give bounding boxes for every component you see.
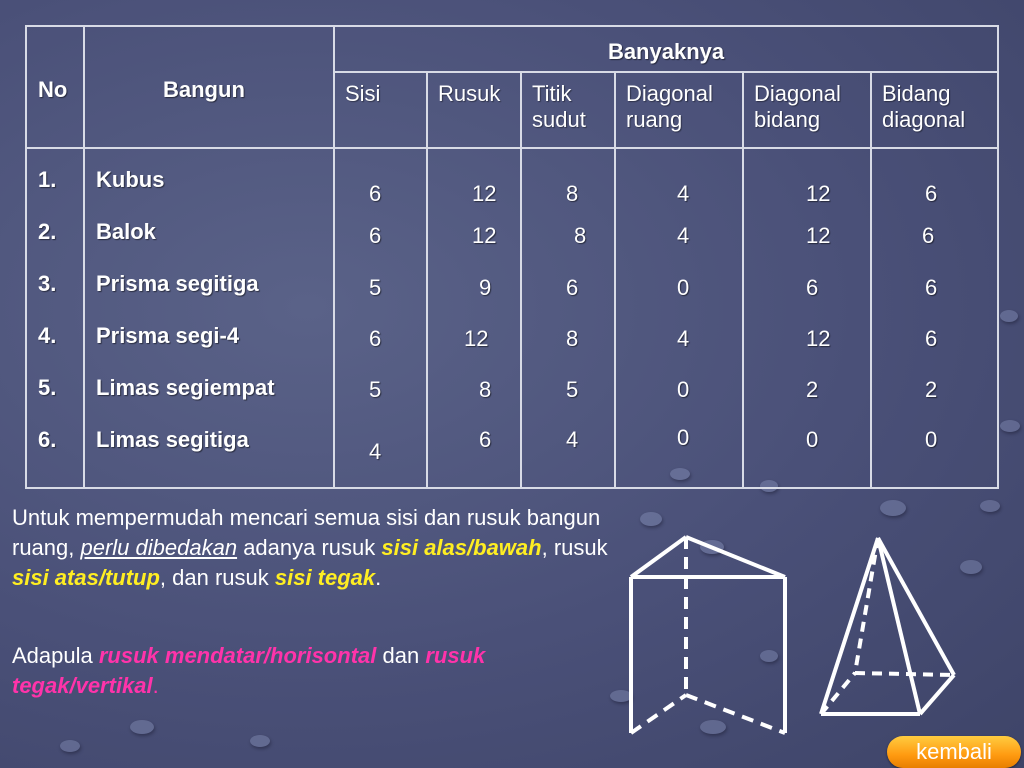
value-cell: 2 <box>925 377 938 402</box>
value-cell: 6 <box>369 326 382 351</box>
titik-sudut-column-body <box>521 148 615 488</box>
value-cell: 6 <box>925 326 938 351</box>
col-sisi <box>334 72 427 148</box>
value-cell: 0 <box>925 427 938 452</box>
header-no-label: No <box>38 77 68 102</box>
background-dot <box>880 500 906 516</box>
value-cell: 12 <box>472 223 497 248</box>
value-cell: 0 <box>806 427 819 452</box>
value-cell: 12 <box>806 223 831 248</box>
background-dot <box>1000 310 1018 322</box>
diagonal-bidang-column-body <box>743 148 871 488</box>
text-segment: . <box>152 673 159 698</box>
value-cell: 8 <box>479 377 492 402</box>
bidang-diagonal-column-body <box>871 148 998 488</box>
value-cell: 5 <box>566 377 579 402</box>
text-segment: dan <box>376 643 426 668</box>
text-segment: adanya rusuk <box>237 535 382 560</box>
explanation-paragraph <box>12 503 612 593</box>
header-bangun-label: Bangun <box>163 77 245 102</box>
value-cell: 12 <box>806 181 831 206</box>
highlight-yellow: sisi alas/bawah <box>381 535 542 560</box>
solid-name: Prisma segitiga <box>96 271 259 296</box>
text-segment: , dan rusuk <box>159 565 275 590</box>
rusuk-column-body <box>427 148 521 488</box>
background-dot <box>640 512 662 526</box>
col-titik-sudut-label: Titik sudut <box>532 81 586 132</box>
row-number: 3. <box>38 271 57 296</box>
header-banyaknya-label: Banyaknya <box>607 39 725 64</box>
col-diagonal-bidang <box>743 72 871 148</box>
row-number: 4. <box>38 323 57 348</box>
background-dot <box>60 740 80 752</box>
header-banyaknya <box>334 26 998 72</box>
value-cell: 9 <box>479 275 492 300</box>
additional-paragraph <box>12 641 572 701</box>
row-number: 6. <box>38 427 57 452</box>
value-cell: 0 <box>677 275 690 300</box>
value-cell: 6 <box>922 223 935 248</box>
value-cell: 6 <box>479 427 492 452</box>
solid-name: Limas segitiga <box>96 427 249 452</box>
sisi-column-body <box>334 148 427 488</box>
triangular-pyramid-figure <box>815 530 965 725</box>
text-segment: , rusuk <box>541 535 608 560</box>
value-cell: 6 <box>566 275 579 300</box>
value-cell: 12 <box>464 326 489 351</box>
col-rusuk-label: Rusuk <box>438 81 501 106</box>
highlight-pink: rusuk tegak/vertikal <box>12 643 486 698</box>
value-cell: 0 <box>677 377 690 402</box>
back-button[interactable]: kembali <box>887 736 1021 768</box>
value-cell: 4 <box>369 439 382 464</box>
value-cell: 8 <box>566 326 579 351</box>
diagonal-ruang-column-body <box>615 148 743 488</box>
row-number: 1. <box>38 167 57 192</box>
col-titik-sudut <box>521 72 615 148</box>
col-diagonal-ruang-label: Diagonal ruang <box>626 81 713 132</box>
solids-table <box>25 25 999 489</box>
row-number: 2. <box>38 219 57 244</box>
background-dot <box>1000 420 1020 432</box>
value-cell: 0 <box>677 425 690 450</box>
value-cell: 12 <box>472 181 497 206</box>
col-bidang-diagonal-label: Bidang diagonal <box>882 81 966 132</box>
value-cell: 4 <box>677 223 690 248</box>
value-cell: 4 <box>677 181 690 206</box>
emphasis-underlined: perlu dibedakan <box>80 535 238 560</box>
value-cell: 6 <box>806 275 819 300</box>
value-cell: 6 <box>369 223 382 248</box>
background-dot <box>130 720 154 734</box>
value-cell: 12 <box>806 326 831 351</box>
value-cell: 8 <box>566 181 579 206</box>
background-dot <box>980 500 1000 512</box>
value-cell: 8 <box>574 223 587 248</box>
value-cell: 6 <box>369 181 382 206</box>
text-segment: . <box>375 565 382 590</box>
value-cell: 5 <box>369 377 382 402</box>
solid-name: Limas segiempat <box>96 375 275 400</box>
highlight-yellow: sisi atas/tutup <box>12 565 160 590</box>
solid-name: Kubus <box>96 167 165 192</box>
bangun-column-body <box>84 148 334 488</box>
value-cell: 6 <box>925 275 938 300</box>
col-rusuk <box>427 72 521 148</box>
background-dot <box>250 735 270 747</box>
header-no <box>26 26 84 148</box>
solid-name: Balok <box>96 219 156 244</box>
col-sisi-label: Sisi <box>345 81 381 106</box>
highlight-pink: rusuk mendatar/horisontal <box>98 643 377 668</box>
value-cell: 4 <box>566 427 579 452</box>
col-diagonal-bidang-label: Diagonal bidang <box>754 81 841 132</box>
value-cell: 4 <box>677 326 690 351</box>
solid-name: Prisma segi-4 <box>96 323 240 348</box>
text-segment: Adapula <box>12 643 99 668</box>
text-segment: Untuk mempermudah mencari semua sisi dan rusuk bangun ruang, <box>12 505 601 560</box>
highlight-yellow: sisi tegak <box>274 565 376 590</box>
value-cell: 5 <box>369 275 382 300</box>
value-cell: 6 <box>925 181 938 206</box>
triangular-prism-figure <box>620 525 800 750</box>
col-diagonal-ruang <box>615 72 743 148</box>
value-cell: 2 <box>806 377 819 402</box>
header-bangun <box>84 26 334 148</box>
col-bidang-diagonal <box>871 72 998 148</box>
row-number: 5. <box>38 375 57 400</box>
no-column-body <box>26 148 84 488</box>
